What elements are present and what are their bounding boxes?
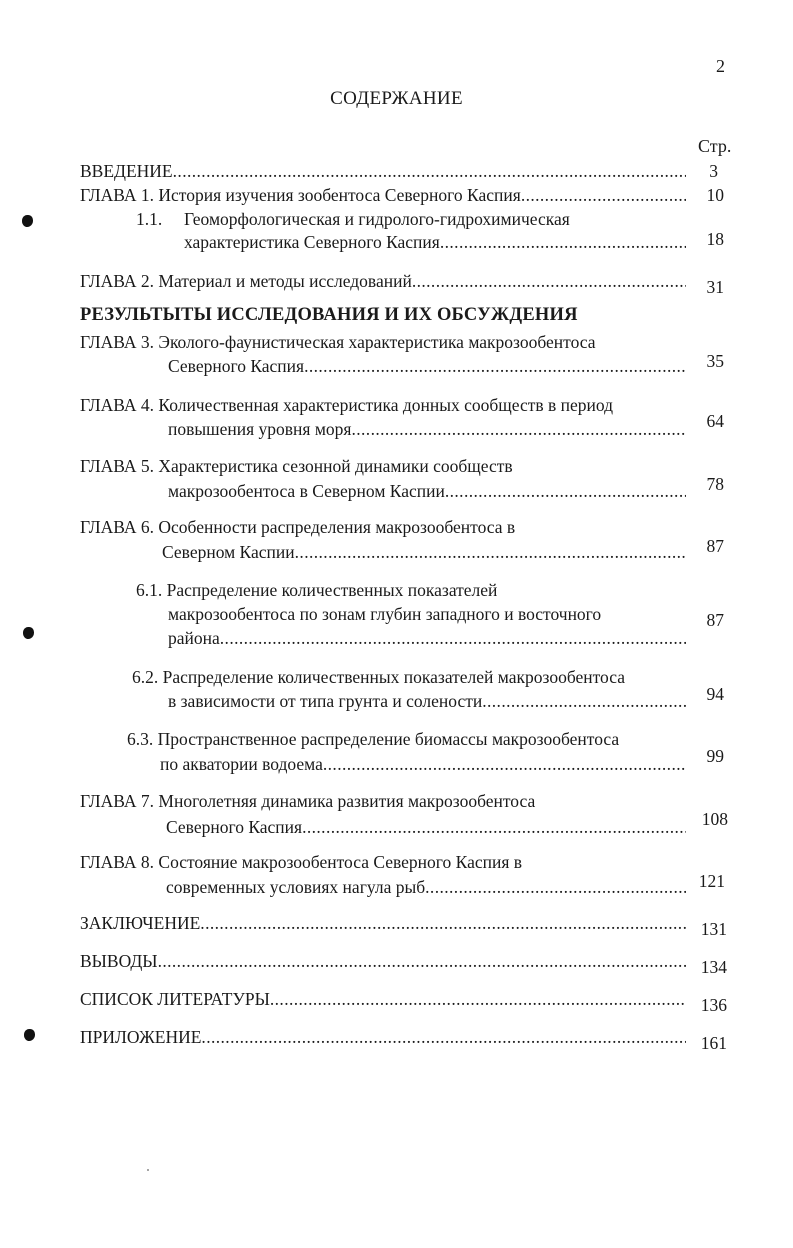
toc-entry-chapter-3-cont[interactable] <box>168 355 686 377</box>
toc-page-number: 108 <box>701 809 728 829</box>
leader-dots <box>351 418 686 440</box>
leader-dots <box>304 355 686 377</box>
toc-page-number: 64 <box>706 411 724 431</box>
toc-entry-chapter-6[interactable]: ГЛАВА 6. Особенности распределения макрозообентоса в <box>80 517 516 537</box>
toc-entry-section-6-3[interactable]: 6.3. Пространственное распределение биомассы макрозообентоса <box>127 729 620 749</box>
page-number: 2 <box>716 56 725 76</box>
page-title: СОДЕРЖАНИЕ <box>330 88 463 109</box>
toc-entry-text: современных условиях нагула рыб <box>166 877 426 897</box>
leader-dots <box>302 816 686 838</box>
toc-page-number: 18 <box>706 229 724 249</box>
toc-page-number: 94 <box>706 684 724 704</box>
toc-entry-text: по акватории водоема <box>160 754 323 774</box>
toc-page-number: 134 <box>700 957 727 977</box>
leader-dots <box>270 988 686 1010</box>
leader-dots <box>220 627 686 649</box>
toc-page-number: 161 <box>700 1033 727 1053</box>
toc-entry-text: ГЛАВА 1. История изучения зообентоса Северного Каспия <box>80 185 521 205</box>
leader-dots <box>295 541 686 563</box>
toc-page-number: 99 <box>706 746 724 766</box>
toc-entry-text: ГЛАВА 2. Материал и методы исследований <box>80 271 412 291</box>
toc-entry-references[interactable] <box>80 988 686 1010</box>
toc-entry-text: СПИСОК ЛИТЕРАТУРЫ <box>80 989 270 1009</box>
toc-entry-text: ПРИЛОЖЕНИЕ <box>80 1027 202 1047</box>
toc-entry-chapter-8[interactable]: ГЛАВА 8. Состояние макрозообентоса Северного Каспия в <box>80 852 523 872</box>
toc-entry-text: ВВЕДЕНИЕ <box>80 161 173 181</box>
toc-page-number: 131 <box>700 919 727 939</box>
toc-entry-text: Северного Каспия <box>168 356 305 376</box>
scan-speck <box>147 1169 149 1171</box>
toc-entry-findings[interactable] <box>80 950 686 972</box>
leader-dots <box>158 950 686 972</box>
leader-dots <box>412 270 686 292</box>
toc-entry-section-6-1-cont[interactable] <box>168 627 686 649</box>
leader-dots <box>440 231 686 253</box>
toc-entry-intro[interactable] <box>80 160 686 182</box>
toc-entry-chapter-8-cont[interactable] <box>166 876 686 898</box>
punch-hole-mark <box>23 627 34 639</box>
leader-dots <box>173 160 686 182</box>
toc-entry-chapter-7-cont[interactable] <box>166 816 686 838</box>
toc-entry-text: макрозообентоса по зонам глубин западного и восточного <box>168 604 602 624</box>
toc-entry-appendix[interactable] <box>80 1026 686 1048</box>
page-column-header: Стр. <box>698 136 732 156</box>
punch-hole-mark <box>24 1029 35 1041</box>
leader-dots <box>323 753 686 775</box>
toc-entry-text: Северного Каспия <box>166 817 303 837</box>
toc-entry-text[interactable]: Геоморфологическая и гидролого-гидрохимическая <box>184 209 570 229</box>
toc-entry-chapter-1[interactable] <box>80 184 686 206</box>
toc-entry-text: характеристика Северного Каспия <box>184 232 440 252</box>
leader-dots <box>482 690 686 712</box>
toc-page-number: 78 <box>706 474 724 494</box>
toc-entry-text: ВЫВОДЫ <box>80 951 158 971</box>
toc-entry-chapter-4[interactable]: ГЛАВА 4. Количественная характеристика донных сообществ в период <box>80 395 614 415</box>
toc-entry-section-6-2[interactable]: 6.2. Распределение количественных показателей макрозообентоса <box>132 667 625 687</box>
leader-dots <box>521 184 686 206</box>
punch-hole-mark <box>22 215 33 227</box>
toc-entry-text: в зависимости от типа грунта и солености <box>168 691 483 711</box>
toc-entry-chapter-7[interactable]: ГЛАВА 7. Многолетняя динамика развития макрозообентоса <box>80 791 536 811</box>
toc-page-number: 10 <box>706 185 724 205</box>
leader-dots <box>200 912 686 934</box>
toc-entry-chapter-2[interactable] <box>80 270 686 292</box>
leader-dots <box>201 1026 686 1048</box>
toc-entry-chapter-4-cont[interactable] <box>168 418 686 440</box>
toc-entry-conclusion[interactable] <box>80 912 686 934</box>
toc-entry-text: Северном Каспии <box>162 542 295 562</box>
toc-entry-chapter-3[interactable]: ГЛАВА 3. Эколого-фаунистическая характеристика макрозообентоса <box>80 332 596 352</box>
toc-entry-text: ЗАКЛЮЧЕНИЕ <box>80 913 201 933</box>
toc-entry-chapter-6-cont[interactable] <box>162 541 686 563</box>
toc-page-number: 35 <box>706 351 724 371</box>
toc-page-number: 136 <box>700 995 727 1015</box>
leader-dots <box>445 480 686 502</box>
toc-entry-text: района <box>168 628 220 648</box>
toc-entry-section-6-3-cont[interactable] <box>160 753 686 775</box>
toc-page-number: 87 <box>706 536 724 556</box>
toc-page-number: 87 <box>706 610 724 630</box>
toc-entry-chapter-5[interactable]: ГЛАВА 5. Характеристика сезонной динамики сообществ <box>80 456 513 476</box>
section-heading: РЕЗУЛЬТЫТЫ ИССЛЕДОВАНИЯ И ИХ ОБСУЖДЕНИЯ <box>80 305 578 325</box>
leader-dots <box>425 876 686 898</box>
toc-entry-text: макрозообентоса в Северном Каспии <box>168 481 445 501</box>
toc-page-number: 121 <box>698 871 725 891</box>
toc-entry-number: 1.1. <box>136 209 163 229</box>
toc-entry-section-6-2-cont[interactable] <box>168 690 686 712</box>
toc-entry-chapter-5-cont[interactable] <box>168 480 686 502</box>
toc-entry-section-1-1[interactable] <box>184 231 686 253</box>
toc-page-number: 3 <box>709 161 718 181</box>
toc-entry-text: повышения уровня моря <box>168 419 352 439</box>
toc-entry-section-6-1[interactable]: 6.1. Распределение количественных показателей <box>136 580 498 600</box>
toc-page-number: 31 <box>706 277 724 297</box>
